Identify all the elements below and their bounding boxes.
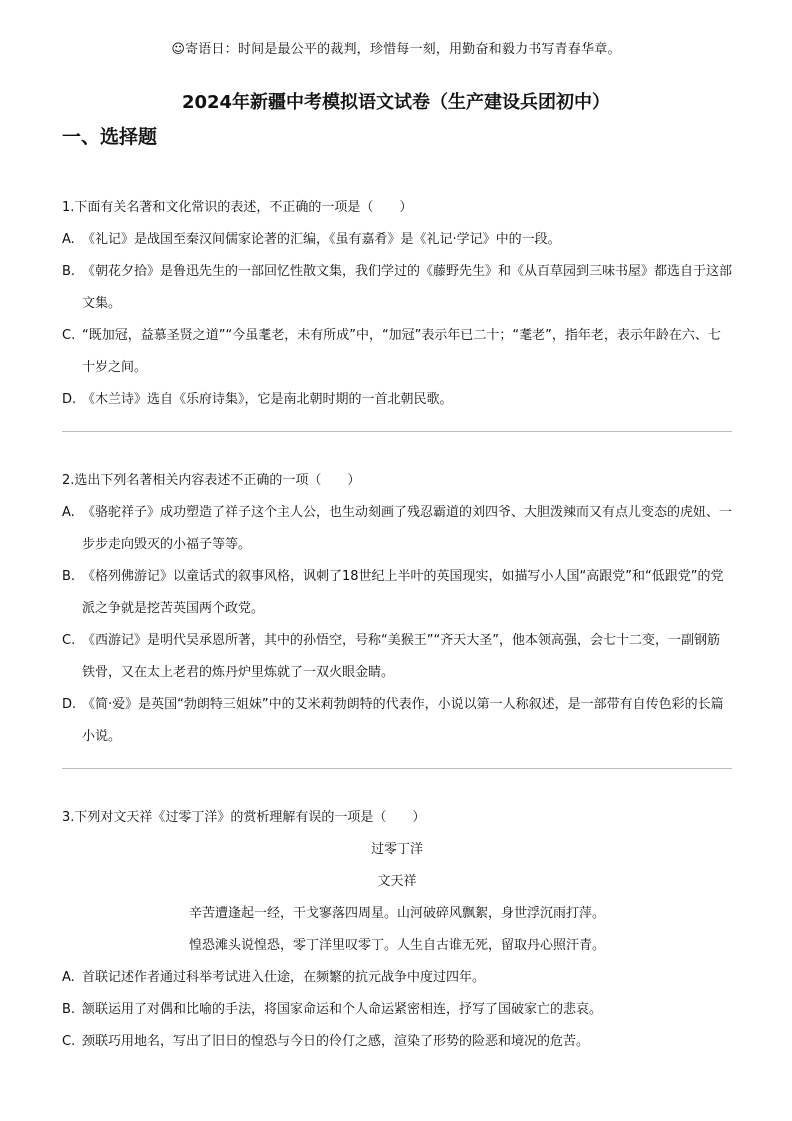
question-stem: 3.下列对文天祥《过零丁洋》的赏析理解有误的一项是（ ）	[62, 810, 426, 825]
question-3	[62, 802, 732, 1058]
option-c	[62, 625, 732, 689]
option-text: 《格列佛游记》以童话式的叙事风格，讽刺了18世纪上半叶的英国现实，如描写小人国“高跟党”和“低跟党”的党派之争就是挖苦英国两个政党。	[82, 569, 724, 616]
question-stem: 2.选出下列名著相关内容表述不正确的一项（ ）	[62, 473, 361, 488]
option-text: 颈联巧用地名，写出了旧日的惶恐与今日的伶仃之感，渲染了形势的险恶和境况的危苦。	[82, 1034, 590, 1049]
document-title: 2024年新疆中考模拟语文试卷（生产建设兵团初中）	[181, 92, 611, 113]
option-a	[62, 497, 732, 561]
motto-line: ☺寄语日：时间是最公平的裁判，珍惜每一刻，用勤奋和毅力书写青春华章。	[171, 42, 621, 57]
option-letter: B.	[62, 569, 76, 584]
option-a	[62, 962, 732, 994]
question-2	[62, 465, 732, 753]
question-divider	[62, 768, 732, 769]
option-text: 《木兰诗》选自《乐府诗集》，它是南北朝时期的一首北朝民歌。	[82, 392, 453, 407]
option-letter: D.	[62, 392, 77, 407]
option-text: “既加冠，益慕圣贤之道”“今虽耄老，未有所成”中，“加冠”表示年已二十；“耄老”，指年老，表示年龄在六、七十岁之间。	[82, 328, 721, 375]
section-heading: 一、选择题	[62, 126, 158, 148]
option-text: 首联记述作者通过科举考试进入仕途，在频繁的抗元战争中度过四年。	[82, 970, 486, 985]
option-c	[62, 320, 732, 384]
option-d	[62, 384, 732, 416]
option-text: 《朝花夕拾》是鲁迅先生的一部回忆性散文集，我们学过的《藤野先生》和《从百草园到三味书屋》都选自于这部文集。	[82, 264, 733, 311]
poem-line: 惶恐滩头说惶恐，零丁洋里叹零丁。人生自古谁无死，留取丹心照汗青。	[188, 938, 605, 953]
option-b	[62, 561, 732, 625]
option-b	[62, 994, 732, 1026]
option-text: 《礼记》是战国至秦汉间儒家论著的汇编，《虽有嘉肴》是《礼记·学记》中的一段。	[82, 232, 561, 247]
question-stem: 1.下面有关名著和文化常识的表述，不正确的一项是（ ）	[62, 200, 413, 215]
option-text: 《简·爱》是英国“勃朗特三姐妹”中的艾米莉勃朗特的代表作，小说以第一人称叙述，是一部带有自传色彩的长篇小说。	[82, 697, 724, 744]
poem-line: 辛苦遭逢起一经，干戈寥落四周星。山河破碎风飘絮，身世浮沉雨打萍。	[188, 906, 605, 921]
option-letter: C.	[62, 1034, 76, 1049]
option-text: 《西游记》是明代吴承恩所著，其中的孙悟空，号称“美猴王”“齐天大圣”，他本领高强，会七十二变，一副钢筋铁骨，又在太上老君的炼丹炉里炼就了一双火眼金睛。	[82, 633, 720, 680]
option-letter: C.	[62, 328, 76, 343]
question-1	[62, 192, 732, 416]
question-divider	[62, 431, 732, 432]
option-letter: D.	[62, 697, 77, 712]
option-text: 颔联运用了对偶和比喻的手法，将国家命运和个人命运紧密相连，抒写了国破家亡的悲哀。	[82, 1002, 603, 1017]
option-letter: B.	[62, 264, 76, 279]
option-d	[62, 689, 732, 753]
option-letter: A.	[62, 232, 75, 247]
option-letter: C.	[62, 633, 76, 648]
option-b	[62, 256, 732, 320]
option-a	[62, 224, 732, 256]
option-text: 《骆驼祥子》成功塑造了祥子这个主人公，也生动刻画了残忍霸道的刘四爷、大胆泼辣而又有点儿变态的虎妞、一步步走向毁灭的小福子等等。	[82, 505, 733, 552]
poem-author: 文天祥	[377, 874, 417, 889]
option-letter: A.	[62, 505, 75, 520]
poem-title: 过零丁洋	[370, 842, 423, 857]
option-letter: B.	[62, 1002, 76, 1017]
option-c	[62, 1026, 732, 1058]
option-letter: A.	[62, 970, 75, 985]
